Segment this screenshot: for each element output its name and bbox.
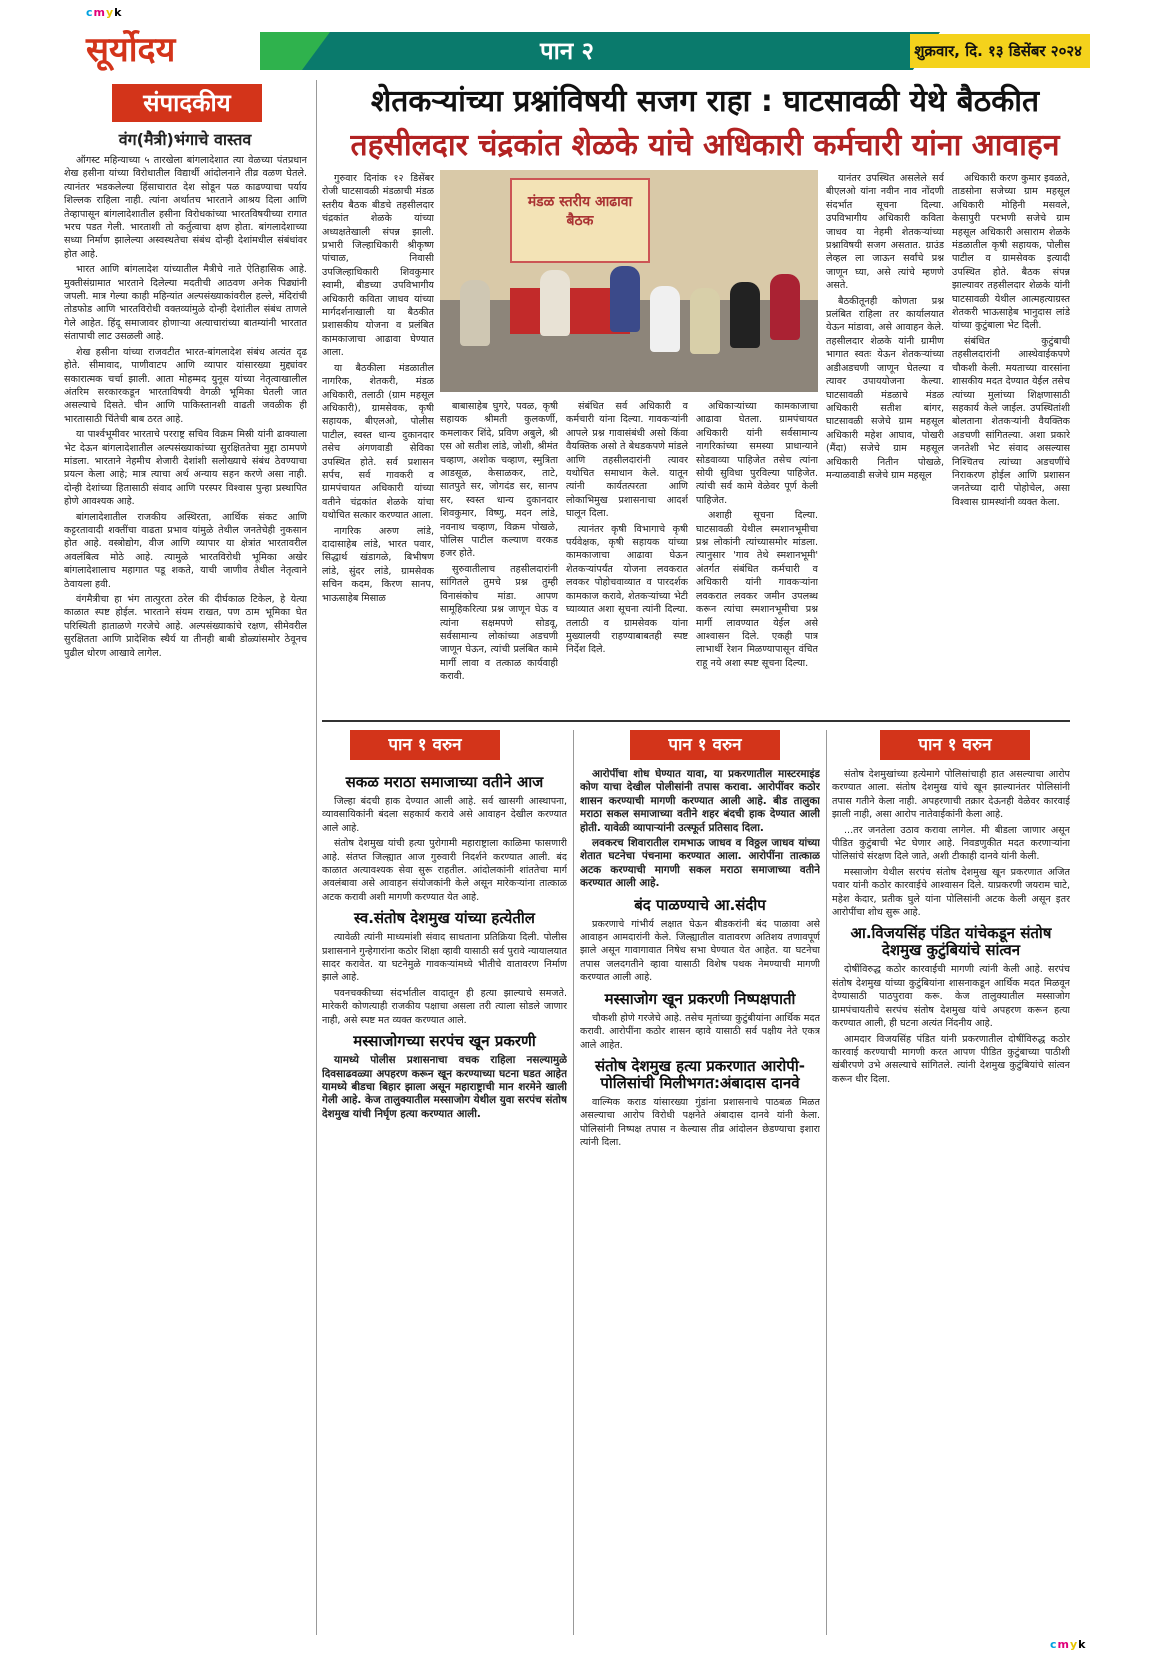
story-paragraph: संतोष देशमुखांच्या हत्येमागे पोलिसांचाही हात असल्याचा आरोप करण्यात आला. संतोष देशमुख यांचे खून झाल्यानंतर पोलिसांनी तपास गतीने केला नाही. अपहरणाची तक्रार देऊनही वेळेवर कारवाई झाली नाही, असा आरोप नातेवाईकांनी केला आहे.	[832, 769, 1070, 821]
lead-paragraph: अधिकारी करण कुमार इवळते, ताडसोना सजेच्या ग्राम महसूल अधिकारी मोहिनी मसवले, केसापुरी परभणी सजेचे ग्राम महसूल अधिकारी असाराम शेळके मंडळातील कृषी सहायक, पोलीस पाटील व ग्रामसेवक इत्यादी उपस्थित होते. बैठक संपन्न झाल्यावर तहसीलदार शेळके यांनी घाटसावळी येथील आत्महत्याग्रस्त शेतकरी भाऊसाहेब भानुदास लांडे यांच्या कुटुंबाला भेट दिली.	[952, 173, 1070, 332]
editorial-section-label: संपादकीय	[112, 84, 262, 122]
meeting-photo	[440, 170, 818, 392]
story-paragraph: चौकशी होणे गरजेचे आहे. तसेच मृतांच्या कुटुंबीयांना आर्थिक मदत करावी. आरोपींना कठोर शासन व्हावे यासाठी सर्व पक्षीय नेते एकत्र आले आहेत.	[580, 1012, 820, 1051]
story-subtitle: स्व.संतोष देशमुख यांच्या हत्येतील	[354, 909, 535, 928]
editorial-paragraph: बांगलादेशातील राजकीय अस्थिरता, आर्थिक संकट आणि कट्टरतावादी शक्तींचा वाढता प्रभाव यांमुळे तेथील जनतेचेही नुकसान होत आहे. वस्त्रोद्योग, वीज आणि व्यापार या क्षेत्रांत भारतावरील अवलंबित्व मोठे आहे. त्यामुळे भारतविरोधी भूमिका अखेर बांगलादेशालाच महागात पडू शकते, याची जाणीव तेथील नेतृत्वाने ठेवायला हवी.	[64, 511, 307, 590]
lead-paragraph: अशाही सूचना दिल्या. घाटसावळी येथील स्मशानभूमीचा प्रश्न लोकांनी त्यांच्यासमोर मांडला. त्यानुसार 'गाव तेथे स्मशानभूमी' अंतर्गत संबंधित कर्मचारी व अधिकारी यांनी गावकऱ्यांना लवकरात लवकर जमीन उपलब्ध करून त्यांचा स्मशानभूमीचा प्रश्न मार्गी लावण्यात येईल असे आश्वासन दिले. एकही पात्र लाभार्थी रेशन मिळण्यापासून वंचित राहू नये अशा स्पष्ट सूचना दिल्या.	[696, 510, 818, 669]
lead-column-1	[322, 172, 434, 712]
lead-column-3	[566, 400, 688, 712]
continued-tab-b: पान १ वरुन	[630, 730, 780, 760]
story-paragraph: दोषींविरुद्ध कठोर कारवाईची मागणी त्यांनी केली आहे. सरपंच संतोष देशमुख यांच्या कुटुंबियांना शासनाकडून आर्थिक मदत मिळवून देण्यासाठी पाठपुरावा करू. केज तालुक्यातील मस्साजोग ग्रामपंचायतीचे सरपंच संतोष देशमुख यांचे अपहरण करून हत्या करण्यात आली, ही घटना अत्यंत निंदनीय आहे.	[832, 964, 1070, 1030]
lead-paragraph: त्यानंतर कृषी विभागाचे कृषी पर्यवेक्षक, कृषी सहायक यांच्या कामकाजाचा आढावा घेऊन शेतकऱ्यांपर्यंत योजना लवकरात लवकर पोहोचवाव्यात व पारदर्शक कामकाज करावे, शेतकऱ्यांच्या भेटी घ्याव्यात अशा सूचना त्यांनी दिल्या. तलाठी व ग्रामसेवक यांना मुख्यालयी राहण्याबाबतही स्पष्ट निर्देश दिले.	[566, 523, 688, 656]
continued-story-b	[580, 768, 820, 1634]
column-divider	[316, 80, 317, 1635]
lead-paragraph: बाबासाहेब घुगरे, पवळ, कृषी सहायक श्रीमती कुलकर्णी, कमलाकर शिंदे, प्रविण अबुले, श्री एस ओ सतीश लांडे, जोशी, श्रीमंत चव्हाण, अशोक चव्हाण, स्मुत्रिता आडसूळ, केसाळकर, ताटे, सातपुते सर, जोगदंड सर, सानप सर, स्वस्त धान्य दुकानदार शिवकुमार, विष्णु, मदन लांडे, नवनाथ चव्हाण, विक्रम पोखळे, पोलिस पाटील कल्याण वरकड हजर होते.	[440, 401, 558, 560]
continued-tab-a: पान १ वरुन	[350, 730, 500, 760]
lead-paragraph: संबंधित सर्व अधिकारी व कर्मचारी यांना दिल्या. गावकऱ्यांनी आपले प्रश्न गावासंबंधी असो किंवा वैयक्तिक असो ते बेधडकपणे मांडले आणि तहसीलदारांनी त्यावर यथोचित समाधान केले. यातून त्यांनी कार्यतत्परता आणि लोकाभिमुख प्रशासनाचा आदर्श घालून दिला.	[566, 401, 688, 520]
lead-paragraph: संबंधित कुटुंबाची तहसीलदारांनी आस्थेवाईकपणे चौकशी केली. मयताच्या वारसांना शासकीय मदत देण्यात येईल तसेच त्यांच्या मुलांच्या शिक्षणासाठी सहकार्य केले जाईल. उपस्थितांशी बोलताना शेतकऱ्यांनी वैयक्तिक अडचणी सांगितल्या. अशा प्रकारे जनतेशी भेट संवाद असल्यास निश्चितच त्यांच्या अडचणींचे निराकरण होईल आणि प्रशासन जनतेच्या दारी पोहोचेल, असा विश्वास ग्रामस्थांनी व्यक्त केला.	[952, 335, 1070, 508]
lead-paragraph: या बैठकीला मंडळातील नागरिक, शेतकरी, मंडळ अधिकारी, तलाठी (ग्राम महसूल अधिकारी), ग्रामसेवक, कृषी सहायक, बीएलओ, पोलीस पाटील, स्वस्त धान्य दुकानदार तसेच अंगणवाडी सेविका उपस्थित होते. सर्व प्रशासन सर्पच, सर्व गावकरी व ग्रामपंचायत अधिकारी यांच्या वतीने चंद्रकांत शेळके यांचा यथोचित सत्कार करण्यात आला.	[322, 362, 434, 522]
registration-mark-top: cmyk	[86, 6, 123, 19]
lead-headline-line1: शेतकऱ्यांच्या प्रश्नांविषयी सजग राहा : घाटसावळी येथे बैठकीत	[370, 84, 1040, 119]
continued-tab-c: पान १ वरुन	[880, 730, 1030, 760]
story-subtitle: मस्साजोग खून प्रकरणी निष्पक्षपाती	[604, 989, 796, 1008]
page-label: पान २	[540, 37, 595, 65]
story-paragraph: संतोष देशमुख यांची हत्या पुरोगामी महाराष्ट्राला काळिमा फासणारी आहे. संतप्त जिल्ह्यात आज गुरुवारी निदर्शने करण्यात आली. बंद काळात अत्यावश्यक सेवा सुरू राहतील. आंदोलकांनी शांततेचा मार्ग अवलंबावा असे आवाहन संयोजकांनी केले असून मारेकऱ्यांना तात्काळ अटक करावी अशी मागणी करण्यात येत आहे.	[322, 838, 567, 903]
continued-story-c	[832, 768, 1070, 1634]
editorial-paragraph: वंगमैत्रीचा हा भंग तात्पुरता ठरेल की दीर्घकाळ टिकेल, हे येत्या काळात स्पष्ट होईल. भारताने संयम राखत, पण ठाम भूमिका घेत परिस्थिती हाताळणे गरजेचे आहे. अल्पसंख्याकांचे रक्षण, सीमेवरील सुरक्षितता आणि प्रादेशिक स्थैर्य या तीनही बाबी डोळ्यांसमोर ठेवूनच पुढील धोरण आखावे लागेल.	[64, 594, 307, 659]
masthead: सूर्योदय	[80, 26, 261, 74]
story-paragraph: ...तर जनतेला उठाव करावा लागेल. मी बीडला जाणार असून पीडित कुटुंबाची भेट घेणार आहे. निवडणुकीत मदत करणाऱ्यांना पोलिसांचे संरक्षण दिले जाते, अशी टीकाही दानवे यांनी केली.	[832, 824, 1070, 863]
lead-paragraph: नागरिक अरुण लांडे, दादासाहेब लांडे, भारत पवार, सिद्धार्थ खंडागळे, बिभीषण लांडे, सुंदर लांडे, ग्रामसेवक सचिन कदम, किरण सानप, भाऊसाहेब मिसाळ	[322, 525, 434, 604]
editorial-paragraph: या पार्श्वभूमीवर भारताचे परराष्ट्र सचिव विक्रम मिस्री यांनी ढाक्याला भेट देऊन बांगलादेशातील अल्पसंख्याकांच्या सुरक्षिततेचा मुद्दा ठामपणे मांडला. भारताने नेहमीच शेजारी देशांशी सलोख्याचे संबंध ठेवण्याचा प्रयत्न केला आहे; मात्र त्याचा अर्थ अन्याय सहन करणे असा नाही. दोन्ही देशांच्या हितासाठी संवाद आणि परस्पर विश्वास पुन्हा प्रस्थापित होणे आवश्यक आहे.	[64, 429, 307, 508]
issue-date: शुक्रवार, दि. १३ डिसेंबर २०२४	[910, 34, 1090, 68]
story-paragraph: जिल्हा बंदची हाक देण्यात आली आहे. सर्व खासगी आस्थापना, व्यावसायिकांनी बंदला सहकार्य करावे असे आवाहन देखील करण्यात आले आहे.	[322, 796, 567, 834]
lead-column-6	[952, 172, 1070, 712]
editorial-body	[64, 154, 307, 1634]
editorial-paragraph: भारत आणि बांगलादेश यांच्यातील मैत्रीचे नाते ऐतिहासिक आहे. मुक्तीसंग्रामात भारताने दिलेल्या मदतीची आठवण अनेक पिढ्यांनी जपली. मात्र गेल्या काही महिन्यांत अल्पसंख्याकांवरील हल्ले, मंदिरांची तोडफोड आणि भारतविरोधी वक्तव्यांमुळे दोन्ही देशांतील संबंध ताणले गेले आहेत. हिंदू समाजावर होणाऱ्या अत्याचारांच्या बातम्यांनी भारतात संतापाची लाट उसळली आहे.	[64, 264, 307, 343]
editorial-paragraph: शेख हसीना यांच्या राजवटीत भारत-बांगलादेश संबंध अत्यंत दृढ होते. सीमावाद, पाणीवाटप आणि व्यापार यांसारख्या मुद्द्यांवर सकारात्मक चर्चा झाली. आता मोहम्मद युनूस यांच्या नेतृत्वाखालील अंतरिम सरकारकडून भारताविषयी वेगळी भूमिका घेतली जात असल्याचे दिसते. चीन आणि पाकिस्तानशी वाढती जवळीक ही भारतासाठी चिंतेची बाब ठरत आहे.	[64, 346, 307, 425]
story-title: सकळ मराठा समाजाच्या वतीने आज	[345, 773, 544, 791]
section-divider	[322, 720, 1070, 722]
story-subtitle: संतोष देशमुख हत्या प्रकरणात आरोपी-पोलिसांची मिलीभगत:अंबादास दानवे	[595, 1056, 805, 1092]
column-divider	[573, 730, 574, 1635]
lead-column-2	[440, 400, 558, 712]
lead-paragraph: अधिकाऱ्यांच्या कामकाजाचा आढावा घेतला. ग्रामपंचायत अधिकारी यांनी सर्वसामान्य नागरिकांच्या समस्या प्राधान्याने सोडवाव्या पाहिजेत तसेच त्यांना सोयी सुविधा पुरविल्या पाहिजेत. त्यांची सर्व कामे वेळेवर पूर्ण केली पाहिजेत.	[696, 401, 818, 506]
story-paragraph: यामध्ये पोलीस प्रशासनाचा वचक राहिला नसल्यामुळे दिवसाढवळ्या अपहरण करून खून करण्याच्या घटना घडत आहेत यामध्ये बीडचा बिहार झाला असून महाराष्ट्राची मान शरमेने खाली गेली आहे. केज तालुक्यातील मस्साजोग येथील युवा सरपंच संतोष देशमुख यांची निर्घृण हत्या करण्यात आली.	[322, 1054, 567, 1120]
story-paragraph: प्रकरणाचे गांभीर्य लक्षात घेऊन बीडकरांनी बंद पाळावा असे आवाहन आमदारांनी केले. जिल्ह्यातील वातावरण अतिशय तणावपूर्ण झाले असून गावागावात निषेध सभा घेण्यात येत आहेत. या घटनेचा तपास जलदगतीने व्हावा यासाठी विशेष पथक नेमण्याची मागणी करण्यात आली आहे.	[580, 918, 820, 984]
lead-column-4	[696, 400, 818, 712]
lead-headline-line2: तहसीलदार चंद्रकांत शेळके यांचे अधिकारी कर्मचारी यांना आवाहन	[350, 128, 1060, 163]
story-paragraph: आरोपींचा शोध घेण्यात यावा, या प्रकरणातील मास्टरमाइंड कोण याचा देखील पोलीसांनी तपास करावा. आरोपींवर कठोर शासन करण्याची मागणी करण्यात आली आहे. बीड तालुका मराठा सकल समाजाच्या वतीने शहर बंदची हाक देण्यात आली होती. यावेळी व्यापाऱ्यांनी उत्स्फूर्त प्रतिसाद दिला.	[580, 768, 820, 834]
editorial-title: वंग(मैत्री)भंगाचे वास्तव	[118, 130, 252, 149]
lead-paragraph: बैठकीतूनही कोणता प्रश्न प्रलंबित राहिला तर कार्यालयात येऊन मांडावा, असे आवाहन केले. तहसीलदार शेळके यांनी ग्रामीण भागात स्वतः येऊन शेतकऱ्यांच्या अडीअडचणी जाणून घेतल्या व त्यावर उपाययोजना केल्या. घाटसावळी मंडळाचे मंडळ अधिकारी सतीश बांगर, घाटसावळी सजेचे ग्राम महसूल अधिकारी महेश आघाव, पोखरी (मैंदा) सजेचे ग्राम महसूल अधिकारी नितीन पोखळे, मन्याळवाडी सजेचे ग्राम महसूल	[826, 295, 944, 481]
story-paragraph: पवनचक्कीच्या संदर्भातील वादातून ही हत्या झाल्याचे समजते. मारेकरी कोणत्याही राजकीय पक्षाचा असला तरी त्याला सोडले जाणार नाही, असे स्पष्ट मत व्यक्त करण्यात आले.	[322, 987, 567, 1026]
registration-mark-bottom: cmyk	[1050, 1638, 1087, 1651]
page-header	[80, 26, 1090, 74]
story-subtitle: आ.विजयसिंह पंडित यांचेकडून संतोष देशमुख कुटुंबियांचे सांत्वन	[850, 924, 1052, 960]
lead-paragraph: सुरुवातीलाच तहसीलदारांनी सांगितले तुमचे प्रश्न तुम्ही विनासंकोच मांडा. आपण सामूहिकरित्या प्रश्न जाणून घेऊ व त्यांना सक्षमपणे सोडवू, सर्वसामान्य लोकांच्या अडचणी जाणून घेऊन, त्यांची प्रलंबित कामे मार्गी लावा व तत्काळ कार्यवाही करावी.	[440, 563, 558, 683]
editorial-paragraph: ऑगस्ट महिन्याच्या ५ तारखेला बांगलादेशात त्या वेळच्या पंतप्रधान शेख हसीना यांच्या विरोधातील विद्यार्थी आंदोलनाने तीव्र वळण घेतले. त्यानंतर भडकलेल्या हिंसाचारात देश सोडून पळ काढण्याचा पर्याय शिल्लक राहिला नाही. त्यांना अर्थातच भारताने आश्रय दिला आणि तेव्हापासून बांगलादेशातील हसीना विरोधकांच्या भारतविषयीच्या रागात भरच पडत गेली. भारताशी तो कर्तुत्वाचा क्षण होता. बांगलादेशाच्या सध्या निर्माण झालेल्या अस्वस्थतेचा संबंध दोन्ही देशांमधील संबंधांवर होत आहे.	[64, 155, 307, 260]
story-subtitle: मस्साजोगच्या सरपंच खून प्रकरणी	[353, 1032, 536, 1051]
lead-paragraph: यानंतर उपस्थित असलेले सर्व बीएलओ यांना नवीन नाव नोंदणी संदर्भात सूचना दिल्या. उपविभागीय अधिकारी कविता जाधव या नेहमी शेतकऱ्यांच्या प्रश्नाविषयी सजग असतात. ग्राउंड लेव्हल ला जाऊन सर्वांचे प्रश्न जाणून घ्या, असे त्यांचे म्हणणे असते.	[826, 173, 944, 292]
lead-column-5	[826, 172, 944, 712]
story-paragraph: वाल्मिक कराड यांसारख्या गुंडांना प्रशासनाचे पाठबळ मिळत असल्याचा आरोप विरोधी पक्षनेते अंबादास दानवे यांनी केला. पोलिसांनी निष्पक्ष तपास न केल्यास तीव्र आंदोलन छेडण्याचा इशारा त्यांनी दिला.	[580, 1096, 820, 1149]
photo-banner: मंडळ स्तरीय आढावा बैठक	[510, 178, 650, 263]
header-band	[260, 32, 940, 70]
lead-paragraph: गुरुवार दिनांक १२ डिसेंबर रोजी घाटसावळी मंडळाची मंडळ स्तरीय बैठक बीडचे तहसीलदार चंद्रकांत शेळके यांच्या अध्यक्षतेखाली संपन्न झाली. प्रभारी जिल्हाधिकारी श्रीकृष्ण पांचाळ, निवासी उपजिल्हाधिकारी शिवकुमार स्वामी, बीडच्या उपविभागीय अधिकारी कविता जाधव यांच्या मार्गदर्शनाखाली या बैठकीत प्रशासकीय योजना व प्रलंबित कामकाजाचा आढावा घेण्यात आला.	[322, 173, 434, 359]
story-paragraph: लवकरच शिवारातील रामभाऊ जाधव व विठ्ठल जाधव यांच्या शेतात घटनेचा पंचनामा करण्यात आला. आरोपींना तात्काळ अटक करण्याची मागणी सकल मराठा समाजाच्या वतीने करण्यात आली आहे.	[580, 837, 820, 890]
story-paragraph: मस्साजोग येथील सरपंच संतोष देशमुख खून प्रकरणात अजित पवार यांनी कठोर कारवाईचे आश्वासन दिले. याप्रकरणी जयराम चाटे, महेश केदार, प्रतीक घुले यांना पोलिसांनी अटक केली असून इतर आरोपींचा शोध सुरू आहे.	[832, 866, 1070, 919]
column-divider	[826, 730, 827, 1635]
story-subtitle: बंद पाळण्याचे आ.संदीप	[634, 895, 766, 914]
story-paragraph: त्यावेळी त्यांनी माध्यमांशी संवाद साधताना प्रतिक्रिया दिली. पोलीस प्रशासनाने गुन्हेगारांना कठोर शिक्षा व्हावी यासाठी सर्व पुरावे न्यायालयात सादर करावेत. या घटनेमुळे गावकऱ्यांमध्ये भीतीचे वातावरण निर्माण झाले आहे.	[322, 932, 567, 984]
continued-story-a	[322, 768, 567, 1634]
story-paragraph: आमदार विजयसिंह पंडित यांनी प्रकरणातील दोषींविरुद्ध कठोर कारवाई करण्याची मागणी करत आपण पीडित कुटुंबाच्या पाठीशी खंबीरपणे उभे असल्याचे सांगितले. त्यांनी देशमुख कुटुंबियांचे सांत्वन करून धीर दिला.	[832, 1033, 1070, 1085]
